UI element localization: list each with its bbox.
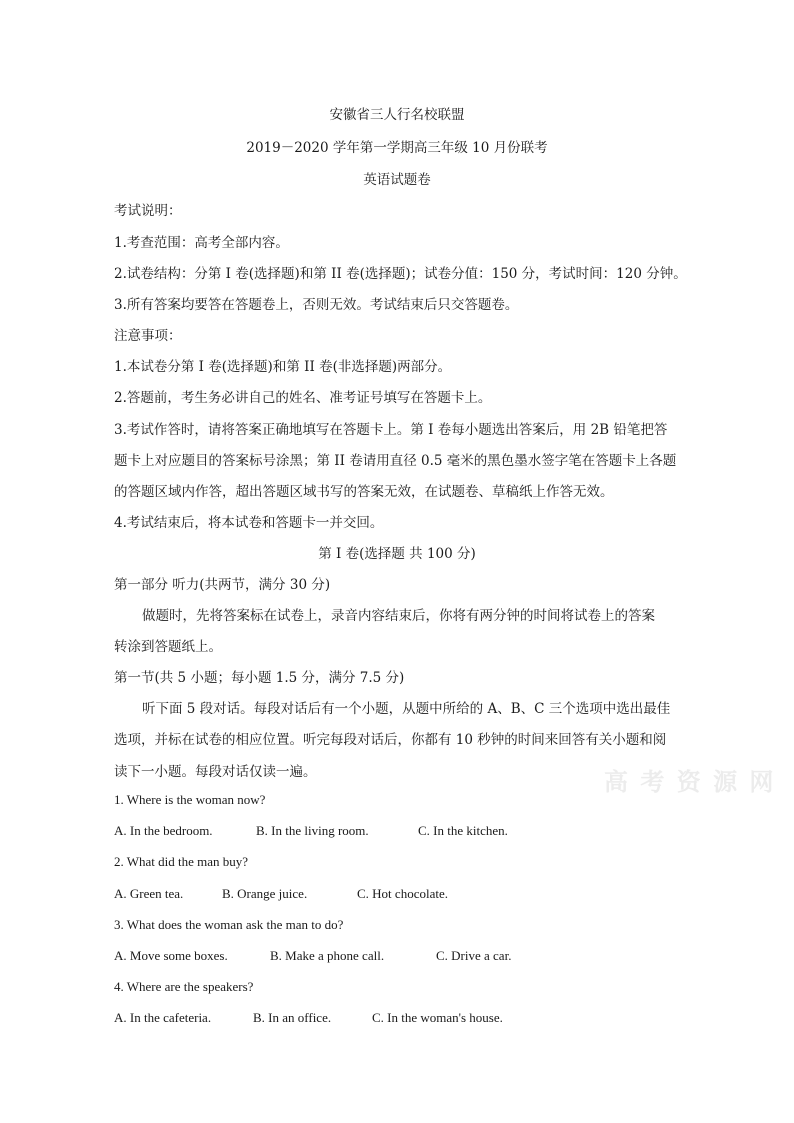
note-item: 题卡上对应题目的答案标号涂黑；第 II 卷请用直径 0.5 毫米的黑色墨水签字笔在答题卡上各题 xyxy=(114,453,677,469)
option-c: C. In the woman's house. xyxy=(372,1010,503,1025)
option-a: A. In the cafeteria. xyxy=(114,1010,212,1025)
part-title: 第 I 卷(选择题 共 100 分) xyxy=(318,546,476,562)
question-stem: 2. What did the man buy? xyxy=(114,854,249,869)
option-b: B. In the living room. xyxy=(256,823,369,838)
option-a: A. In the bedroom. xyxy=(114,823,213,838)
note-item: 1.本试卷分第 I 卷(选择题)和第 II 卷(非选择题)两部分。 xyxy=(114,359,452,375)
notes-heading: 注意事项： xyxy=(114,328,182,344)
option-b: B. In an office. xyxy=(253,1010,332,1025)
subsection-intro-line: 读下一小题。每段对话仅读一遍。 xyxy=(114,764,317,780)
option-a: A. Green tea. xyxy=(114,886,184,901)
option-b: B. Make a phone call. xyxy=(270,948,385,963)
section-intro-line: 做题时，先将答案标在试卷上，录音内容结束后，你将有两分钟的时间将试卷上的答案 xyxy=(142,608,655,624)
instruction-item: 3.所有答案均要答在答题卷上，否则无效。考试结束后只交答题卷。 xyxy=(114,297,519,313)
note-item: 3.考试作答时，请将答案正确地填写在答题卡上。第 I 卷每小题选出答案后，用 2B 铅笔把答 xyxy=(114,422,668,438)
subsection-intro-line: 选项，并标在试卷的相应位置。听完每段对话后，你都有 10 秒钟的时间来回答有关小题和阅 xyxy=(114,732,667,748)
option-c: C. Hot chocolate. xyxy=(357,886,448,901)
note-item: 2.答题前，考生务必讲自己的姓名、准考证号填写在答题卡上。 xyxy=(114,390,492,406)
question-stem: 1. Where is the woman now? xyxy=(114,792,266,807)
note-item: 4.考试结束后，将本试卷和答题卡一并交回。 xyxy=(114,515,384,531)
option-c: C. Drive a car. xyxy=(436,948,512,963)
exam-title: 2019－2020 学年第一学期高三年级 10 月份联考 xyxy=(246,140,548,156)
subject-title: 英语试题卷 xyxy=(363,172,431,188)
note-item: 的答题区域内作答，超出答题区域书写的答案无效，在试题卷、草稿纸上作答无效。 xyxy=(114,484,614,500)
option-c: C. In the kitchen. xyxy=(418,823,508,838)
instruction-item: 1.考查范围：高考全部内容。 xyxy=(114,235,289,251)
org-title: 安徽省三人行名校联盟 xyxy=(329,107,465,123)
section-intro-line: 转涂到答题纸上。 xyxy=(114,639,222,655)
option-a: A. Move some boxes. xyxy=(114,948,228,963)
subsection-intro-line: 听下面 5 段对话。每段对话后有一个小题，从题中所给的 A、B、C 三个选项中选出最佳 xyxy=(142,701,671,717)
subsection-heading: 第一节(共 5 小题；每小题 1.5 分，满分 7.5 分) xyxy=(114,670,405,686)
question-stem: 3. What does the woman ask the man to do? xyxy=(114,917,344,932)
instructions-heading: 考试说明： xyxy=(114,203,182,219)
watermark-logo: 高 考 资 源 网 xyxy=(604,767,776,796)
question-stem: 4. Where are the speakers? xyxy=(114,979,254,994)
section-heading: 第一部分 听力(共两节，满分 30 分) xyxy=(114,577,331,593)
instruction-item: 2.试卷结构：分第 I 卷(选择题)和第 II 卷(选择题)；试卷分值：150 分，考试时间：120 分钟。 xyxy=(114,266,687,282)
option-b: B. Orange juice. xyxy=(222,886,308,901)
